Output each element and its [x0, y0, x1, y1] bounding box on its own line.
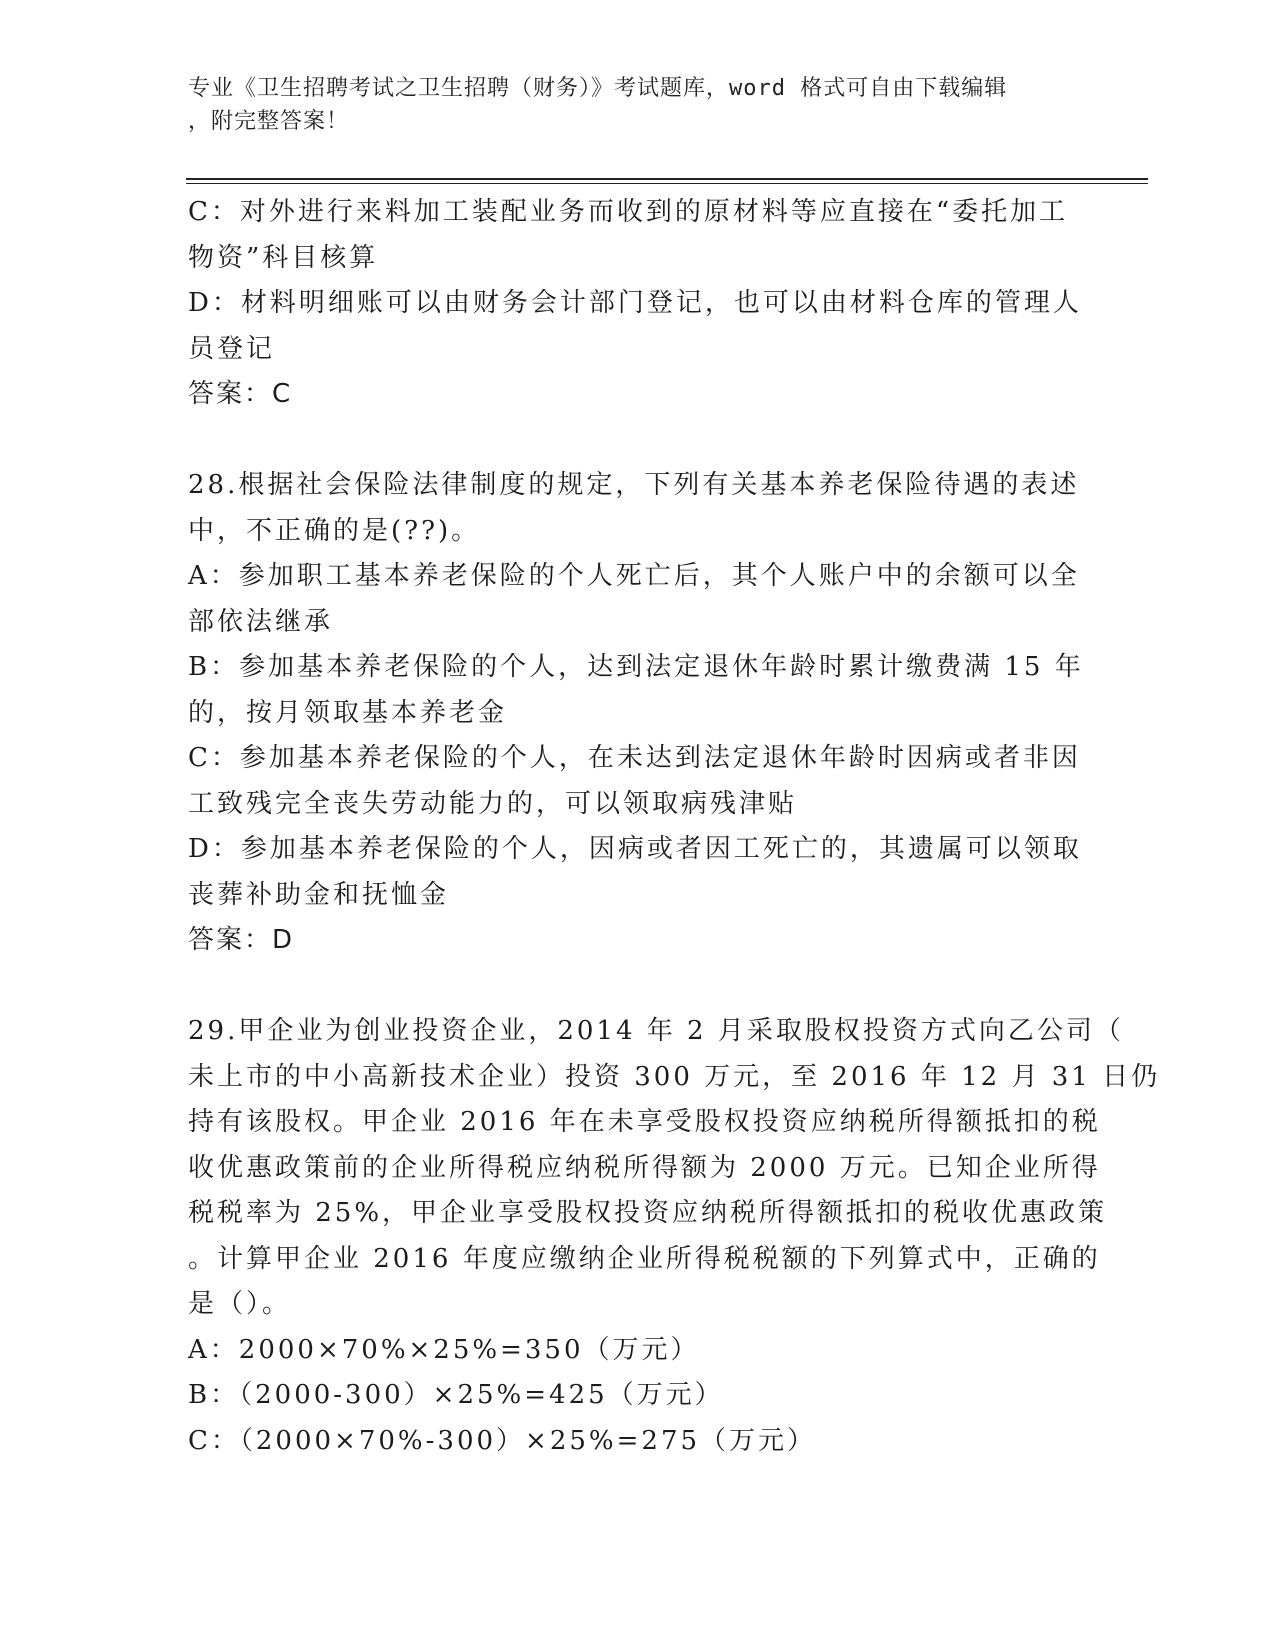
spacer: [188, 964, 1078, 1010]
spacer: [188, 418, 1078, 464]
option-d: D：参加基本养老保险的个人，因病或者因工死亡的，其遗属可以领取: [188, 834, 1082, 864]
document-header: [188, 72, 1068, 138]
question-stem-continued: 税税率为 25%，甲企业享受股权投资应纳税所得额抵扣的税收优惠政策: [188, 1198, 1108, 1228]
question-stem-continued: 未上市的中小高新技术企业）投资 300 万元，至 2016 年 12 月 31 日仍: [188, 1061, 1161, 1092]
question-29: [188, 1009, 1161, 1464]
question-28: [188, 463, 1084, 964]
option-c: C：（2000×70%-300）×25%=275（万元）: [188, 1425, 817, 1456]
option-d-continued: 员登记: [188, 333, 276, 364]
question-stem: 28.根据社会保险法律制度的规定，下列有关基本养老保险待遇的表述: [188, 470, 1080, 500]
header-line: 专业《卫生招聘考试之卫生招聘（财务）》考试题库，word 格式可自由下载编辑: [188, 76, 1008, 101]
question-stem-continued: 收优惠政策前的企业所得税应纳税所得额为 2000 万元。已知企业所得: [188, 1152, 1101, 1183]
option-a: A：参加职工基本养老保险的个人死亡后，其个人账户中的余额可以全: [188, 561, 1080, 591]
question-stem: 29.甲企业为创业投资企业，2014 年 2 月采取股权投资方式向乙公司（: [188, 1016, 1124, 1046]
header-divider: [186, 178, 1148, 180]
header-divider-thin: [186, 183, 1148, 184]
header-line: ，附完整答案！: [188, 109, 350, 134]
question-stem-continued: 持有该股权。甲企业 2016 年在未享受股权投资应纳税所得额抵扣的税: [188, 1107, 1101, 1137]
option-c: C：参加基本养老保险的个人，在未达到法定退休年龄时因病或者非因: [188, 743, 1081, 773]
option-b-continued: 的，按月领取基本养老金: [188, 697, 508, 728]
option-a-continued: 部依法继承: [188, 606, 334, 637]
option-d-continued: 丧葬补助金和抚恤金: [188, 879, 450, 910]
previous-question-block: [188, 190, 1082, 418]
option-d: D：材料明细账可以由财务会计部门登记，也可以由材料仓库的管理人: [188, 288, 1082, 318]
option-b: B：参加基本养老保险的个人，达到法定退休年龄时累计缴费满 15 年: [188, 652, 1084, 682]
answer-line: 答案：D: [188, 925, 295, 955]
option-c-continued: 物资”科目核算: [188, 242, 379, 273]
question-stem-continued: 是（）。: [188, 1289, 292, 1319]
option-a: A：2000×70%×25%=350（万元）: [188, 1334, 700, 1365]
question-stem-continued: 。计算甲企业 2016 年度应缴纳企业所得税税额的下列算式中，正确的: [188, 1243, 1101, 1274]
document-body: [188, 190, 1161, 1464]
option-c: C：对外进行来料加工装配业务而收到的原材料等应直接在“委托加工: [188, 197, 1069, 227]
option-c-continued: 工致残完全丧失劳动能力的，可以领取病残津贴: [188, 788, 798, 819]
option-b: B：（2000-300）×25%=425（万元）: [188, 1380, 724, 1410]
answer-line: 答案：C: [188, 379, 293, 409]
question-stem-continued: 中，不正确的是(??)。: [188, 515, 481, 546]
